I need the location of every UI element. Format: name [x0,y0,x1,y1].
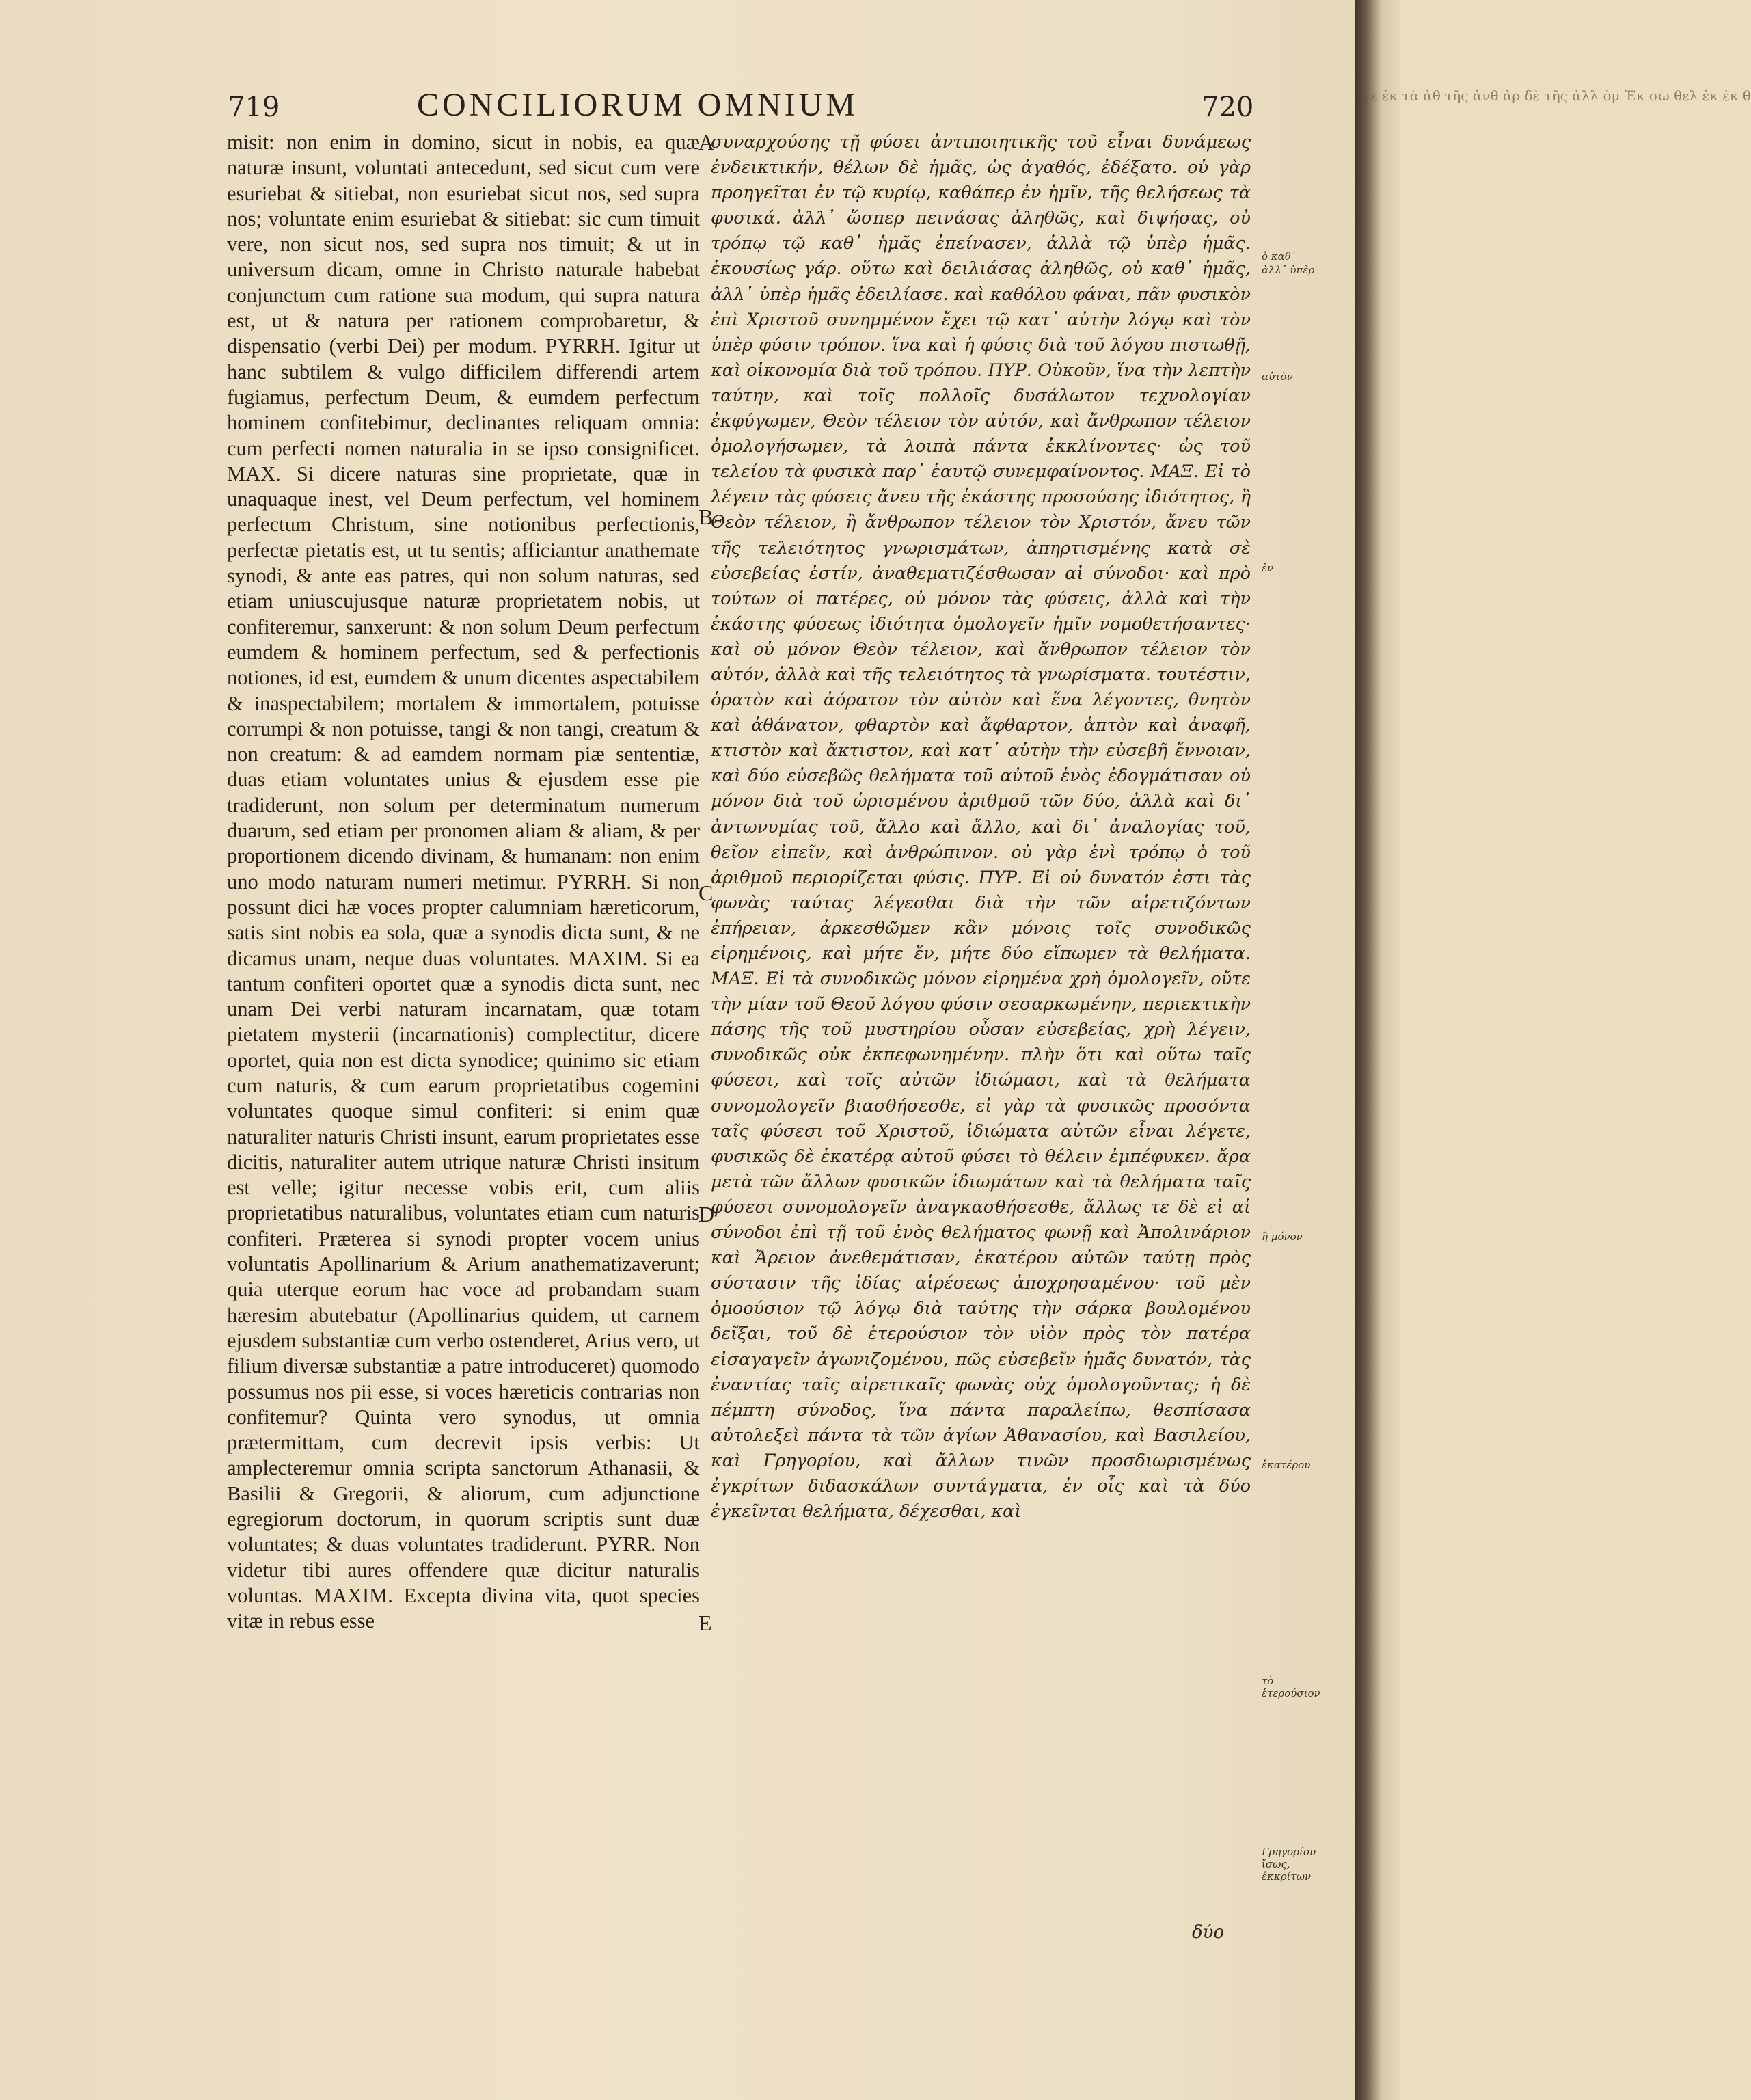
margin-note: ἐν [1262,562,1274,574]
margin-note: ἢ μόνον [1262,1230,1303,1243]
page-number-left: 719 [228,92,280,123]
greek-text: συναρχούσης τῇ φύσει ἀντιποιητικῆς τοῦ εἶναι δυνάμεως ἐνδεικτικήν, θέλων δὲ ἡμᾶς, ὡς ἀγαθός, ἐδέξατο. οὐ γὰρ προηγεῖται ἐν τῷ κυρίῳ, καθάπερ ἐν ἡμῖν, τῆς θελήσεως τὰ φυσικά. ἀλλ᾽ ὥσπερ πεινάσας ἀληθῶς, καὶ διψήσας, οὐ τρόπῳ τῷ καθ᾽ ἡμᾶς ἐπείνασεν, ἀλλὰ τῷ ὑπὲρ ἡμᾶς. ἑκουσίως γάρ. οὕτω καὶ δειλιάσας ἀληθῶς, οὐ καθ᾽ ἡμᾶς, ἀλλ᾽ ὑπὲρ ἡμᾶς ἐδειλίασε. καὶ καθόλου φάναι, πᾶν φυσικὸν ἐπὶ Χριστοῦ συνημμένον ἔχει τῷ κατ᾽ αὐτὴν λόγῳ καὶ τὸν ὑπὲρ φύσιν τρόπον. ἵνα καὶ ἡ φύσις διὰ τοῦ λόγου πιστωθῇ, καὶ οἰκονομία διὰ τοῦ τρόπου. ΠΥΡ. Οὐκοῦν, ἵνα τὴν λεπτὴν ταύτην, καὶ τοῖς πολλοῖς δυσάλωτον τεχνολογίαν ἐκφύγωμεν, Θεὸν τέλειον τὸν αὐτόν, καὶ ἄνθρωπον τέλειον ὁμολογήσωμεν, τὰ λοιπὰ πάντα ἐκκλίνοντες· ὡς τοῦ τελείου τὰ φυσικὰ παρ᾽ ἑαυτῷ συνεμφαίνοντος. ΜΑΞ. Εἰ τὸ λέγειν τὰς φύσεις ἄνευ τῆς ἑκάστης προσούσης ἰδιότητος, ἢ Θεὸν τέλειον, ἢ ἄνθρωπον τέλειον τὸν Χριστόν, ἄνευ τῶν τῆς τελειότητος γνωρισμάτων, ἀπηρτισμένης κατὰ σὲ εὐσεβείας ἐστίν, ἀναθεματιζέσθωσαν αἱ σύνοδοι· καὶ πρὸ τούτων οἱ πατέρες, οὐ μόνον τὰς φύσεις, ἀλλὰ καὶ τὴν ἑκάστης φύσεως ἰδιότητα ὁμολογεῖν ἡμῖν νομοθετήσαντες· καὶ οὐ μόνον Θεὸν τέλειον, καὶ ἄνθρωπον τέλειον τὸν αὐτόν, ἀλλὰ καὶ τῆς τελειότητος τὰ γνωρίσματα. τουτέστιν, ὁρατὸν καὶ ἀόρατον τὸν αὐτὸν καὶ ἕνα λέγοντες, θνητὸν καὶ ἀθάνατον, φθαρτὸν καὶ ἄφθαρτον, ἁπτὸν καὶ ἀναφῆ, κτιστὸν καὶ ἄκτιστον, καὶ κατ᾽ αὐτὴν τὴν εὐσεβῆ ἔννοιαν, καὶ δύο εὐσεβῶς θελήματα τοῦ αὐτοῦ ἑνὸς ἐδογμάτισαν οὐ μόνον διὰ τοῦ ὡρισμένου ἀριθμοῦ τῶν δύο, ἀλλὰ καὶ δι᾽ ἀντωνυμίας τοῦ, ἄλλο καὶ ἄλλο, καὶ δι᾽ ἀναλογίας τοῦ, θεῖον εἰπεῖν, καὶ ἀνθρώπινον. οὐ γὰρ ἐνὶ τρόπῳ ὁ τοῦ ἀριθμοῦ περιορίζεται φύσις. ΠΥΡ. Εἰ οὐ δυνατόν ἐστι τὰς φωνὰς ταύτας λέγεσθαι διὰ τὴν τῶν αἱρετιζόντων ἐπήρειαν, ἀρκεσθῶμεν κἂν μόνοις τοῖς συνοδικῶς εἰρημένοις, καὶ μήτε ἕν, μήτε δύο εἴπωμεν τὰ θελήματα. ΜΑΞ. Εἰ τὰ συνοδικῶς μόνον εἰρημένα χρὴ ὁμολογεῖν, οὔτε τὴν μίαν τοῦ Θεοῦ λόγου φύσιν σεσαρκωμένην, περιεκτικὴν πάσης τῆς τοῦ μυστηρίου οὖσαν εὐσεβείας, χρὴ λέγειν, συνοδικῶς οὐκ ἐκπεφωνημένην. πλὴν ὅτι καὶ οὕτω ταῖς φύσεσι, καὶ τοῖς αὐτῶν ἰδιώμασι, καὶ τὰ θελήματα συνομολογεῖν βιασθήσεσθε, εἰ γὰρ τὰ φυσικῶς προσόντα ταῖς φύσεσι τοῦ Χριστοῦ, ἰδιώματα αὐτῶν εἶναι λέγετε, φυσικῶς δὲ ἑκατέρᾳ αὐτοῦ φύσει τὸ θέλειν ἐμπέφυκεν. ἄρα μετὰ τῶν ἄλλων φυσικῶν ἰδιωμάτων καὶ τὰ θελήματα ταῖς φύσεσι συνομολογεῖν ἀναγκασθήσεσθε, ἄλλως τε δὲ εἰ αἱ σύνοδοι ἐπὶ τῇ τοῦ ἑνὸς θελήματος φωνῇ καὶ Ἀπολινάριον καὶ Ἄρειον ἀνεθεμάτισαν, ἑκατέρου αὐτῶν ταύτῃ πρὸς σύστασιν τῆς ἰδίας αἱρέσεως ἀποχρησαμένου· τοῦ μὲν ὁμοούσιον τῷ λόγῳ διὰ ταύτης τὴν σάρκα βουλομένου δεῖξαι, τοῦ δὲ ἑτερούσιον τὸν υἱὸν πρὸς τὸν πατέρα εἰσαγαγεῖν ἀγωνιζομένου, πῶς εὐσεβεῖν ἡμᾶς δυνατόν, τὰς ἐναντίας ταῖς αἱρετικαῖς φωνὰς οὐχ ὁμολογοῦντας; ἡ δὲ πέμπτη σύνοδος, ἵνα πάντα παραλείπω, θεσπίσασα αὐτολεξεὶ πάντα τὰ τῶν ἁγίων Ἀθανασίου, καὶ Βασιλείου, καὶ Γρηγορίου, καὶ ἄλλων τινῶν προσδιωρισμένως ἐγκρίτων διδασκάλων συντάγματα, ἐν οἷς καὶ τὰ δύο ἐγκεῖνται θελήματα, δέχεσθαι, καὶ [711,132,1251,1522]
running-title: CONCILIORUM OMNIUM [417,87,859,123]
section-letter-c: C [698,880,714,905]
margin-note: αὐτὸν [1262,371,1293,383]
section-letter-d: D [698,1202,715,1226]
greek-column [711,130,1251,1962]
section-letter-a: A [698,130,715,154]
margin-note: ἀλλ᾽ ὑπὲρ [1262,264,1315,276]
running-header [0,86,1360,127]
margin-note: ὁ καθ᾽ [1262,250,1297,262]
latin-column [227,130,700,1634]
facing-page-edge: τε ἐκ τὰ ἀθ τῆς ἀνθ ἀρ δὲ τῆς ἀλλ ὁμ Ἐκ σω θελ ἐκ ἐκ θ [1363,88,1751,104]
page-number-right: 720 [1202,92,1254,123]
section-letter-b: B [698,504,714,529]
margin-note: ἑκατέρου [1262,1459,1311,1471]
section-letter-e: E [698,1611,712,1635]
margin-note: Γρηγορίου ἴσως, ἐκκρίτων [1262,1846,1316,1883]
latin-text: misit: non enim in domino, sicut in nobis, ea quæ naturæ insunt, voluntati antecedunt, sed sicut cum vere esuriebat & sitiebat, non esuriebat sicut nos, sed supra nos; voluntate enim esuriebat & sitiebat: sic cum timuit vere, non sicut nos, sed supra nos timuit; & ut in universum dicam, omne in Christo naturale habebat conjunctum cum ratione sua modum, qui supra natura est, ut & natura per rationem comprobaretur, & dispensatio (verbi Dei) per modum. PYRRH. Igitur ut hanc subtilem & vulgo difficilem differendi artem fugiamus, perfectum Deum, & eumdem perfectum hominem confitebimur, declinantes reliquam omnia: cum perfecti nomen naturalia in se ipso consignificet. MAX. Si dicere naturas sine proprietate, quæ in unaquaque inest, vel Deum perfectum, vel hominem perfectum Christum, sine notionibus perfectionis, perfectæ pietatis est, ut tu sentis; afficiantur anathemate synodi, & ante eas patres, qui non solum naturas, sed etiam uniuscujusque naturæ proprietatem nobis, ut confiteremur, sanxerunt: & non solum Deum perfectum eumdem & hominem perfectum, sed & perfectionis notiones, id est, eumdem & unum dicentes aspectabilem & inaspectabilem; mortalem & immortalem, potuisse corrumpi & non potuisse, tangi & non tangi, creatum & non creatum: & ad eamdem normam piæ sententiæ, duas etiam voluntates unius & ejusdem esse pie tradiderunt, non solum per determinatum numerum duarum, sed etiam per pronomen aliam & aliam, & per proportionem dicendo divinam, & humanam: non enim uno modo naturam numeri metimur. PYRRH. Si non possunt dici hæ voces propter calumniam hæreticorum, satis sint nobis ea sola, quæ a synodis dicta sunt, & ne dicamus unam, neque duas voluntates. MAXIM. Si ea tantum confiteri oportet quæ a synodis dicta sunt, nec unam Dei verbi naturam incarnatam, quæ totam pietatem mysterii (incarnationis) complectitur, dicere oportet, quia non est dicta synodice; quinimo sic etiam cum naturis, & cum earum proprietatibus cogemini voluntates quoque simul confiteri: si enim quæ naturaliter naturis Christi insunt, earum proprietates esse dicitis, naturaliter autem utrique naturæ Christi insitum est velle; igitur necesse vobis erit, cum aliis proprietatibus naturalibus, voluntates etiam cum naturis confiteri. Præterea si synodi propter vocem unius voluntatis Apollinarium & Arium anathematizaverunt; quia uterque eorum hac voce ad probandam suam hæresim abutebatur (Apollinarius quidem, ut carnem ejusdem substantiæ cum verbo ostenderet, Arius vero, ut filium diversæ substantiæ a patre introduceret) quomodo possumus nos pii esse, si voces hæreticis contrarias non confitemur? Quinta vero synodus, ut omnia prætermittam, cum decrevit ipsis verbis: Ut amplecteremur omnia scripta sanctorum Athanasii, & Basilii & Gregorii, & aliorum, cum adjunctione egregiorum doctorum, in quorum scriptis sunt duæ voluntates; & duas voluntates tradiderunt. PYRR. Non videtur tibi aures offendere quæ dicitur naturalis voluntas. MAXIM. Excepta divina vita, quot species vitæ in rebus esse [227,131,700,1633]
catchword: δύο [1192,1922,1225,1943]
margin-note: τὸ ἑτερούσιον [1262,1675,1320,1699]
